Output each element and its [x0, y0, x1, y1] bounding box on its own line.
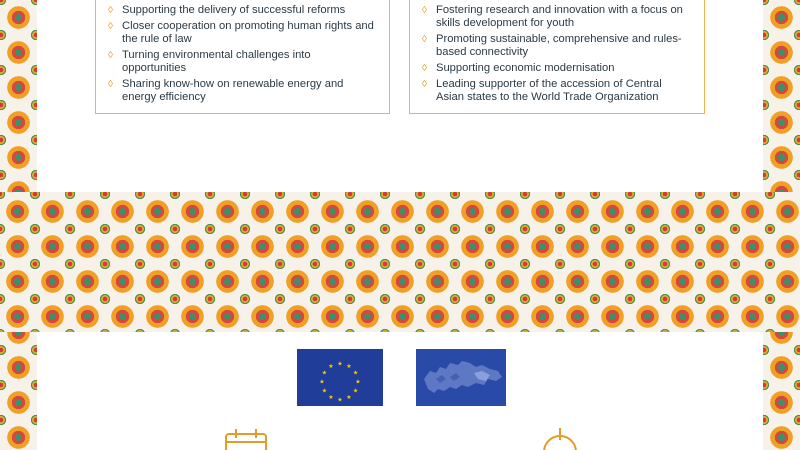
priorities-list-left	[108, 4, 377, 104]
list-item: ◊ Promoting sustainable, comprehensive and rules-based connectivity	[422, 33, 682, 58]
svg-text:★: ★	[355, 378, 361, 386]
list-item: ◊ Sharing know-how on renewable energy and energy efficiency	[108, 78, 344, 103]
list-item: ◊ Leading supporter of the accession of Central Asian states to the World Trade Organization	[422, 78, 662, 103]
list-item: ◊ Supporting economic modernisation	[422, 62, 615, 74]
target-icon	[538, 426, 582, 450]
list-item: ◊ Fostering research and innovation with a focus on skills development for youth	[422, 4, 683, 29]
svg-text:★: ★	[352, 369, 359, 377]
svg-text:★: ★	[337, 360, 343, 368]
priorities-list-right	[422, 4, 692, 104]
svg-text:★: ★	[328, 362, 334, 370]
diamond-bullet-icon: ◊	[108, 50, 113, 61]
svg-text:★: ★	[321, 369, 328, 377]
diamond-bullet-icon: ◊	[422, 5, 427, 16]
svg-text:★: ★	[319, 378, 325, 386]
diamond-bullet-icon: ◊	[108, 21, 113, 32]
list-item: ◊ Turning environmental challenges into opportunities	[108, 49, 311, 74]
svg-text:★: ★	[346, 394, 352, 402]
diamond-bullet-icon: ◊	[422, 63, 427, 74]
priorities-box-right	[409, 0, 705, 114]
diamond-bullet-icon: ◊	[422, 34, 427, 45]
list-item: ◊ Supporting the delivery of successful reforms	[108, 4, 346, 16]
svg-text:★: ★	[328, 394, 334, 402]
europe-map-icon	[416, 349, 502, 406]
ornament-band	[0, 192, 800, 332]
map-graphic	[416, 349, 506, 406]
eu-flag-graphic	[297, 349, 383, 406]
svg-text:★: ★	[346, 362, 352, 370]
list-item: ◊ Closer cooperation on promoting human rights and the rule of law	[108, 20, 374, 45]
svg-text:★: ★	[337, 396, 343, 404]
diamond-bullet-icon: ◊	[108, 5, 113, 16]
eu-flag-icon	[297, 349, 383, 406]
calendar-icon	[224, 426, 268, 450]
priorities-box-left	[95, 0, 390, 114]
diamond-bullet-icon: ◊	[422, 79, 427, 90]
diamond-bullet-icon: ◊	[108, 79, 113, 90]
svg-text:★: ★	[321, 387, 328, 395]
svg-text:★: ★	[352, 387, 359, 395]
